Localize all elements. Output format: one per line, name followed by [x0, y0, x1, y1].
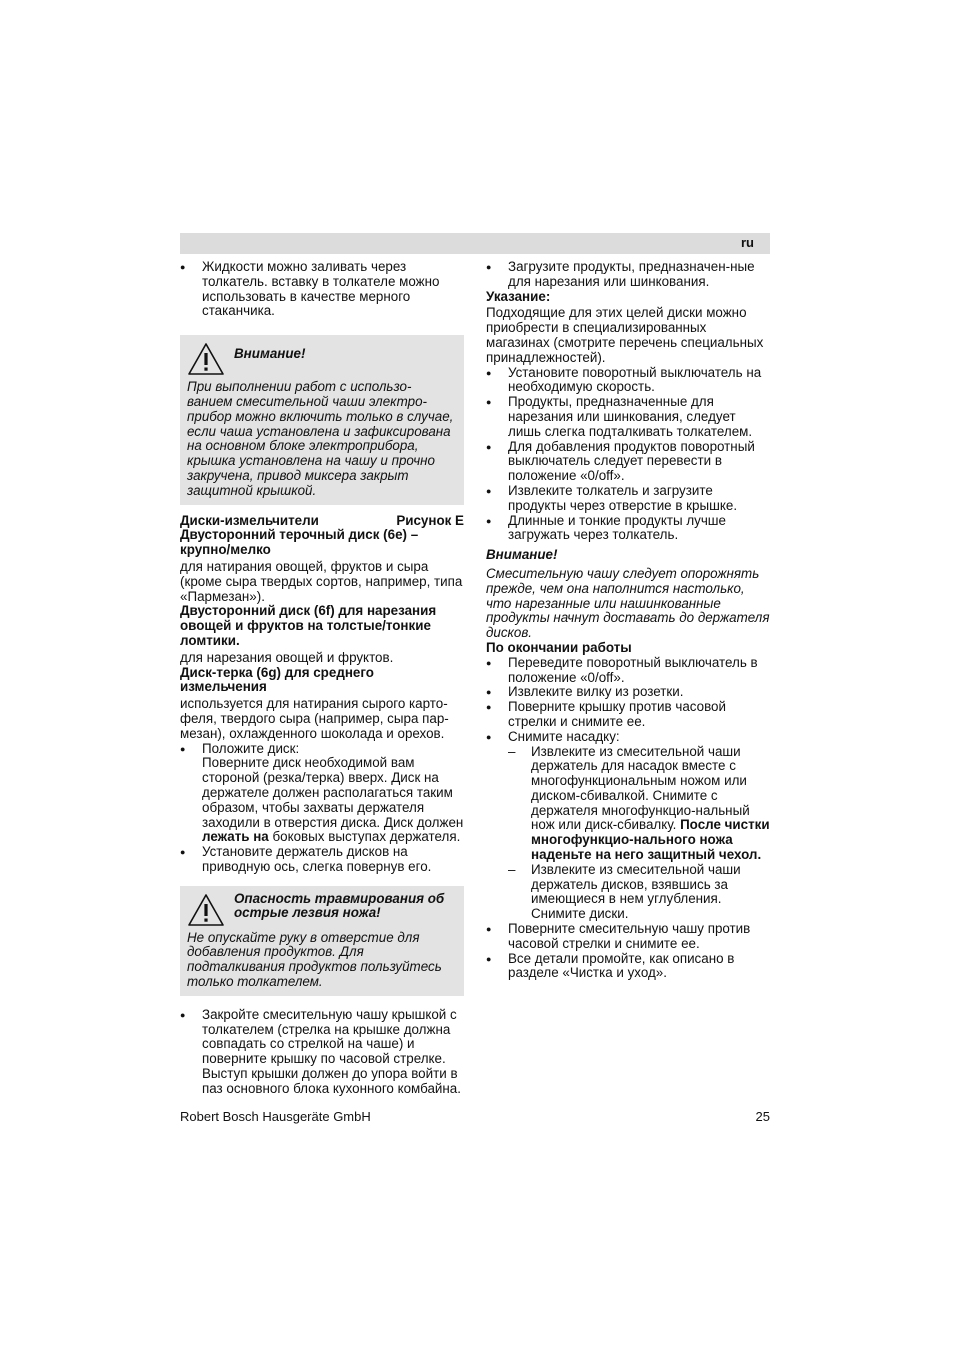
list-item: ● Для добавления продуктов поворотный выключатель следует перевести в положение «0/off».: [486, 440, 770, 484]
after-work-heading: По окончании работы: [486, 639, 632, 655]
figure-reference: Рисунок E: [396, 512, 464, 528]
attention-text: Смесительную чашу следует опорожнять прежде, чем она наполнится настолько, что нарезанные или нашинкованные продукты начнут доставать до держателя дисков.: [486, 565, 770, 641]
place-disc-label: Положите диск:: [202, 740, 300, 756]
list-item: [486, 730, 770, 922]
remove-attachment-label: Снимите насадку:: [508, 728, 620, 744]
disc-f-heading: Двусторонний диск (6f) для нарезания овощей и фруктов на толстые/тонкие ломтики.: [180, 603, 437, 648]
danger-text: Не опускайте руку в отверстие для добавления продуктов. Для подталкивания продуктов пользуйтесь только толкателем.: [187, 929, 442, 990]
list-item: ● Закройте смесительную чашу крышкой с толкателем (стрелка на крышке должна совпадать со стрелкой на чаше) и поверните крышку по часовой стрелке. Выступ крышки должен до упора войти в паз основного блока кухонного комбайна.: [180, 1008, 464, 1097]
warning-box: [180, 335, 464, 504]
header-bar: [180, 233, 770, 254]
list-item: ● Установите держатель дисков на приводную ось, слегка повернув его.: [180, 845, 464, 875]
list-item: ● Поверните смесительную чашу против часовой стрелки и снимите ее.: [486, 922, 770, 952]
warning-title: Внимание!: [234, 346, 306, 362]
bullet-list: [486, 366, 770, 544]
disc-e-text: для натирания овощей, фруктов и сыра (кроме сыра твердых сортов, например, типа «Пармезан»).: [180, 558, 463, 604]
warning-triangle-icon: [187, 892, 225, 928]
list-item: ● Все детали промойте, как описано в разделе «Чистка и уход».: [486, 952, 770, 982]
dash-item-bold: После чистки многофункцио-нального ножа наденьте на него защитный чехол.: [531, 817, 770, 863]
footer-company: Robert Bosch Hausgeräte GmbH: [180, 1109, 371, 1124]
left-column: [180, 260, 464, 1097]
bullet-list: [180, 1008, 464, 1097]
dash-item: [508, 745, 770, 863]
dash-list: [508, 745, 770, 923]
page-number: 25: [755, 1109, 770, 1124]
bullet-list: [486, 260, 770, 290]
list-item: ● Загрузите продукты, предназначен-ные для нарезания или шинкования.: [486, 260, 770, 290]
list-item: ● Длинные и тонкие продукты лучше загружать через толкатель.: [486, 514, 770, 544]
list-item: ● Установите поворотный выключатель на необходимую скорость.: [486, 366, 770, 396]
bullet-list: [180, 260, 464, 319]
disc-f-text: для нарезания овощей и фруктов.: [180, 649, 394, 665]
right-column: [486, 260, 770, 981]
section-heading-row: [180, 514, 464, 529]
list-item: ● Жидкости можно заливать через толкатель. вставку в толкателе можно использовать в качестве мерного стаканчика.: [180, 260, 464, 319]
list-item: ● Продукты, предназначенные для нарезания или шинкования, следует лишь слегка подталкивать толкателем.: [486, 395, 770, 439]
attention-title: Внимание!: [486, 547, 558, 563]
place-disc-text: Поверните диск необходимой вам стороной (резка/терка) вверх. Диск на держателе должен располагаться таким образом, чтобы захваты держателя заходили в отверстия диска. Диск должен: [202, 755, 464, 830]
list-item: ● Извлеките вилку из розетки.: [486, 685, 770, 700]
bullet-list: [486, 656, 770, 982]
dash-item: – Извлеките из смесительной чаши держатель дисков, взявшись за имеющиеся в нем углубления. Снимите диски.: [508, 863, 770, 922]
list-item: ● Извлеките толкатель и загрузите продукты через отверстие в крышке.: [486, 484, 770, 514]
dash-item-text: Извлеките из смесительной чаши держатель для насадок вместе с многофункциональным ножом или диском-сбивалкой. Снимите с держателя многофункцио-нальный нож или диск-сбивалку.: [531, 743, 750, 833]
disc-g-text: используется для натирания сырого карто-феля, твердого сыра (например, сыра пар-мезан), охлажденного шоколада и орехов.: [180, 696, 449, 741]
note-label: Указание:: [486, 288, 551, 304]
note-text: Подходящие для этих целей диски можно приобрести в специализированных магазинах (смотрите перечень специальных принадлежностей).: [486, 305, 764, 365]
place-disc-bold: лежать на: [202, 829, 269, 845]
list-item: ● Переведите поворотный выключатель в положение «0/off».: [486, 656, 770, 686]
warning-text: При выполнении работ с использо-ванием смесительной чаши электро-прибор можно включить только в случае, если чаша установлена и зафиксирована на основном блоке электроприбора, крышка установлена на чашу и прочно закручена, привод миксера закрыт защитной крышкой.: [187, 379, 454, 498]
danger-title: Опасность травмирования об острые лезвия ножа!: [234, 890, 445, 921]
place-disc-text-end: боковых выступах держателя.: [268, 829, 461, 845]
disc-g-heading: Диск-терка (6g) для среднего измельчения: [180, 664, 374, 695]
bullet-list: [180, 742, 464, 875]
list-item: [180, 742, 464, 846]
warning-triangle-icon: [187, 341, 225, 377]
danger-box: [180, 886, 464, 996]
language-label: ru: [741, 235, 754, 250]
disc-e-heading: Двусторонний терочный диск (6e) – крупно/мелко: [180, 527, 419, 558]
section-heading: Диски-измельчители: [180, 512, 319, 528]
list-item: ● Поверните крышку против часовой стрелки и снимите ее.: [486, 700, 770, 730]
